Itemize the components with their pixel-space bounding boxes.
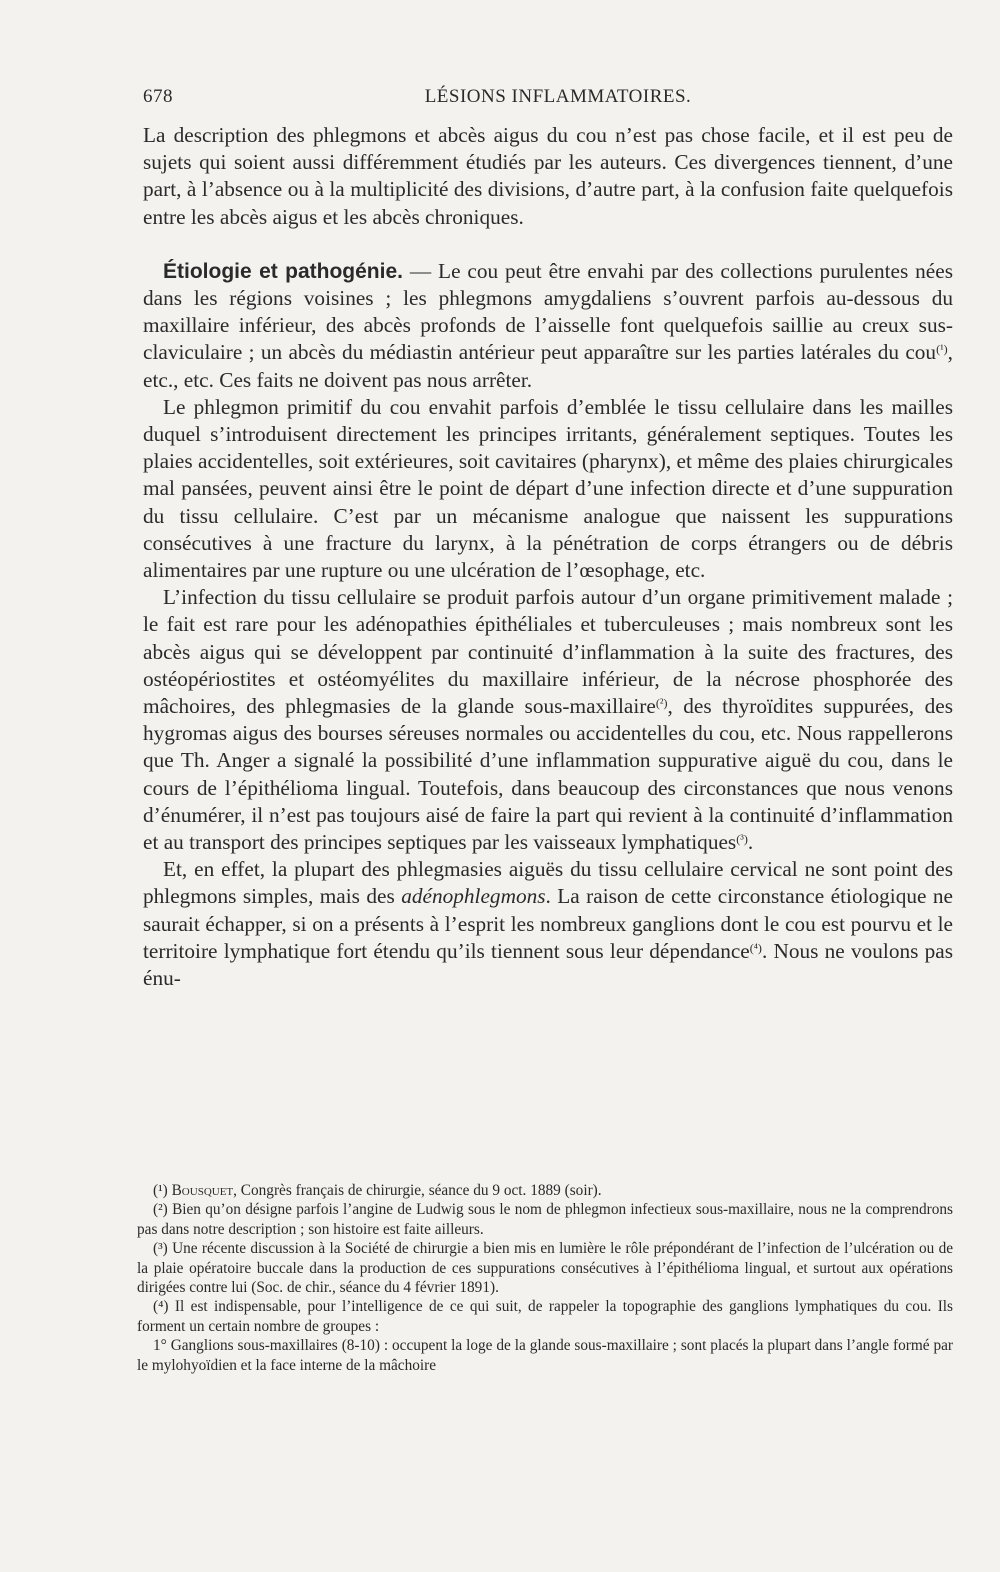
footnote-ref[interactable]: (³) <box>736 832 748 847</box>
footnote-ref[interactable]: (¹) <box>936 342 948 357</box>
footnote-4-list-item: 1° Ganglions sous-maxillaires (8-10) : occupent la loge de la glande sous-maxillaire ; sont placés la plupart dans l’angle formé par le mylohyoïdien et la face interne de la mâchoire <box>137 1337 953 1374</box>
footnote-2: (²) Bien qu’on désigne parfois l’angine de Ludwig sous le nom de phlegmon infectieux sous-maxillaire, nous ne la comprendrons pas dans notre description ; son histoire est faite ailleurs. <box>137 1201 953 1238</box>
paragraph-infection: L’infection du tissu cellulaire se produit parfois autour d’un organe primitivement malade ; le fait est rare pour les adénopathies épithéliales et tuberculeuses ; mais nombreux sont les abcès aigus qui se développent par continuité d’inflammation à la suite des fractures, des ostéopériostites et ostéomyélites du maxillaire inférieur, de la nécrose phosphorée des mâchoires, des phlegmasies de la glande sous-maxillaire$^{(^2)}$, des thyroïdites suppurées, des hygromas aigus des bourses séreuses normales ou accidentelles du cou, etc. Nous rappellerons que Th. Anger a signalé la possibilité d’une inflammation suppurative aiguë du cou, dans le cours de l’épithélioma lingual. Toutefois, dans beaucoup des circonstances que nous venons d’énumérer, il n’est pas toujours aisé de faire la part qui revient à la continuité d’inflammation et au transport des principes septiques par les vaisseaux lymphatiques$^{(^3)}$. <box>143 585 953 855</box>
page-header <box>143 86 953 114</box>
italic-term: adénophlegmons <box>401 884 546 909</box>
footnote-4: (⁴) Il est indispensable, pour l’intelligence de ce qui suit, de rappeler la topographie des ganglions lymphatiques du cou. Ils forment un certain nombre de groupes : <box>137 1298 953 1335</box>
page-number: 678 <box>143 86 173 107</box>
running-title: LÉSIONS INFLAMMATOIRES. <box>424 86 692 107</box>
footnote-3: (³) Une récente discussion à la Société de chirurgie a bien mis en lumière le rôle prépondérant de l’infection de l’ulcération ou de la plaie opératoire buccale dans la production de ces suppurations consécutives à l’épithélioma lingual, et surtout aux opérations dirigées contre lui (Soc. de chir., séance du 4 février 1891). <box>137 1240 954 1297</box>
footnote-ref[interactable]: (²) <box>655 696 668 711</box>
main-text <box>143 122 953 992</box>
footnote-ref[interactable]: (⁴) <box>749 940 762 955</box>
section-title: Étiologie et pathogénie. <box>163 259 403 283</box>
paragraph-primitive-phlegmon: Le phlegmon primitif du cou envahit parfois d’emblée le tissu cellulaire dans les mailles duquel s’introduisent directement les principes irritants, généralement septiques. Toutes les plaies accidentelles, soit extérieures, soit cavitaires (pharynx), et même des plaies chirurgicales mal pansées, peuvent ainsi être le point de départ d’une infection directe et d’une suppuration du tissu cellulaire. C’est par un mécanisme analogue que naissent les suppurations consécutives à une fracture du larynx, à la pénétration de corps étrangers ou de débris alimentaires par une rupture ou une ulcération de l’œsophage, etc. <box>143 394 953 583</box>
paragraph-intro: La description des phlegmons et abcès aigus du cou n’est pas chose facile, et il est peu de sujets qui soient aussi différemment étudiés par les auteurs. Ces divergences tiennent, d’une part, à l’absence ou à la multiplicité des divisions, d’autre part, à la confusion faite quelquefois entre les abcès aigus et les abcès chroniques. <box>143 123 953 229</box>
footnotes <box>137 1181 953 1375</box>
footnote-1: (¹) Bousquet, Congrès français de chirurgie, séance du 9 oct. 1889 (soir). <box>153 1182 602 1199</box>
footnote-author: Bousquet <box>171 1182 234 1199</box>
paragraph-etiology: Étiologie et pathogénie. — Le cou peut être envahi par des collections purulentes nées dans les régions voisines ; les phlegmons amygdaliens s’ouvrent parfois au-dessous du maxillaire inférieur, des abcès profonds de l’aisselle font quelquefois saillie au creux sus-claviculaire ; un abcès du médiastin antérieur peut apparaître sur les parties latérales du cou$^{(^1)}$, etc., etc. Ces faits ne doivent pas nous arrêter. <box>143 258 953 392</box>
paragraph-adenophlegmons: Et, en effet, la plupart des phlegmasies aiguës du tissu cellulaire cervical ne sont point des phlegmons simples, mais des adénophlegmons. La raison de cette circonstance étiologique ne saurait échapper, si on a présents à l’esprit les nombreux ganglions dont le cou est pourvu et le territoire lymphatique fort étendu qu’ils tiennent sous leur dépendance$^{(^4)}$. Nous ne voulons pas énu- <box>143 857 953 991</box>
